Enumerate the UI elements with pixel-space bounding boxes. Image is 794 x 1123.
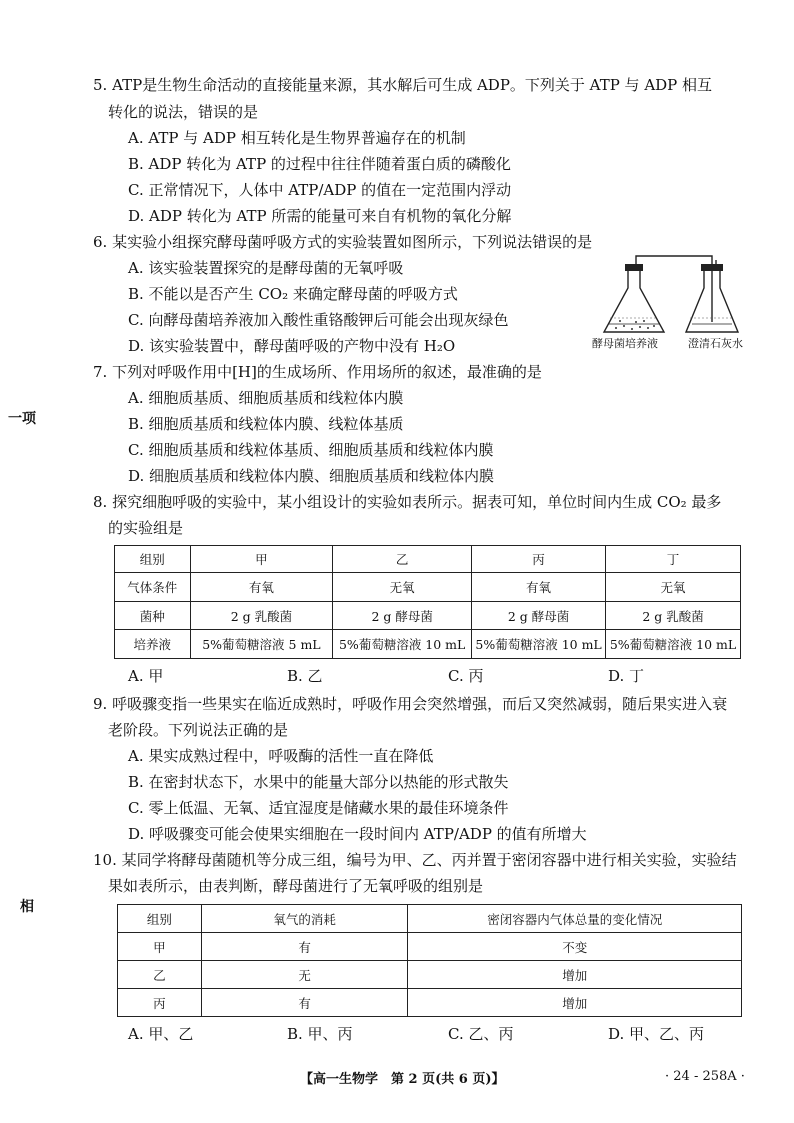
q6-option-d: D. 该实验装置中，酵母菌呼吸的产物中没有 H₂O bbox=[128, 337, 456, 355]
figure-label-limewater: 澄清石灰水 bbox=[688, 337, 743, 350]
q9-option-b: B. 在密封状态下，水果中的能量大部分以热能的形式散失 bbox=[128, 773, 509, 791]
table-cell: 无氧 bbox=[333, 573, 472, 602]
table-cell: 乙 bbox=[333, 546, 472, 573]
q7-option-d: D. 细胞质基质和线粒体内膜、细胞质基质和线粒体内膜 bbox=[128, 467, 495, 485]
q5-option-a: A. ATP 与 ADP 相互转化是生物界普遍存在的机制 bbox=[128, 129, 466, 147]
table-cell: 丙 bbox=[472, 546, 606, 573]
table-row bbox=[115, 546, 741, 573]
table-cell: 有氧 bbox=[190, 573, 333, 602]
table-cell: 密闭容器内气体总量的变化情况 bbox=[408, 905, 742, 933]
table-cell: 5%葡萄糖溶液 10 mL bbox=[606, 630, 741, 659]
table-cell: 5%葡萄糖溶液 10 mL bbox=[333, 630, 472, 659]
q10-stem-line1: 10. 某同学将酵母菌随机等分成三组，编号为甲、乙、丙并置于密闭容器中进行相关实验，实验结 bbox=[93, 851, 737, 869]
table-row bbox=[118, 905, 742, 933]
q10-option-d: D. 甲、乙、丙 bbox=[608, 1025, 705, 1043]
table-cell: 2 g 酵母菌 bbox=[333, 602, 472, 630]
q9-stem-line1: 9. 呼吸骤变指一些果实在临近成熟时，呼吸作用会突然增强，而后又突然减弱，随后果实进入衰 bbox=[93, 695, 728, 713]
q7-option-b: B. 细胞质基质和线粒体内膜、线粒体基质 bbox=[128, 415, 404, 433]
q5-option-b: B. ADP 转化为 ATP 的过程中往往伴随着蛋白质的磷酸化 bbox=[128, 155, 511, 173]
q8-table bbox=[114, 545, 741, 659]
q6-option-c: C. 向酵母菌培养液加入酸性重铬酸钾后可能会出现灰绿色 bbox=[128, 311, 509, 329]
q8-stem-line1: 8. 探究细胞呼吸的实验中，某小组设计的实验如表所示。据表可知，单位时间内生成 CO₂ 最多 bbox=[93, 493, 722, 511]
q6-stem: 6. 某实验小组探究酵母菌呼吸方式的实验装置如图所示，下列说法错误的是 bbox=[93, 233, 593, 251]
margin-note-1: 一项 bbox=[8, 411, 36, 427]
q10-table bbox=[117, 904, 742, 1017]
q7-stem: 7. 下列对呼吸作用中[H]的生成场所、作用场所的叙述，最准确的是 bbox=[93, 363, 542, 381]
table-cell: 丙 bbox=[118, 989, 202, 1017]
q9-option-a: A. 果实成熟过程中，呼吸酶的活性一直在降低 bbox=[128, 747, 434, 765]
table-row bbox=[115, 602, 741, 630]
q10-stem-line2: 果如表所示，由表判断，酵母菌进行了无氧呼吸的组别是 bbox=[108, 877, 484, 895]
table-cell: 组别 bbox=[115, 546, 191, 573]
q7-option-a: A. 细胞质基质、细胞质基质和线粒体内膜 bbox=[128, 389, 404, 407]
page-footer-code: · 24 - 258A · bbox=[665, 1069, 745, 1084]
table-cell: 无氧 bbox=[606, 573, 741, 602]
q8-option-a: A. 甲 bbox=[128, 667, 164, 685]
table-cell: 氧气的消耗 bbox=[201, 905, 408, 933]
table-cell: 2 g 酵母菌 bbox=[472, 602, 606, 630]
table-cell: 有氧 bbox=[472, 573, 606, 602]
q10-option-b: B. 甲、丙 bbox=[287, 1025, 353, 1043]
q9-stem-line2: 老阶段。下列说法正确的是 bbox=[108, 721, 289, 739]
q8-stem-line2: 的实验组是 bbox=[108, 519, 184, 537]
table-row bbox=[115, 573, 741, 602]
q6-option-b: B. 不能以是否产生 CO₂ 来确定酵母菌的呼吸方式 bbox=[128, 285, 458, 303]
table-cell: 不变 bbox=[408, 933, 742, 961]
figure-label-yeast-culture: 酵母菌培养液 bbox=[592, 337, 658, 350]
table-cell: 2 g 乳酸菌 bbox=[606, 602, 741, 630]
table-cell: 甲 bbox=[190, 546, 333, 573]
table-cell: 2 g 乳酸菌 bbox=[190, 602, 333, 630]
q9-option-d: D. 呼吸骤变可能会使果实细胞在一段时间内 ATP/ADP 的值有所增大 bbox=[128, 825, 587, 843]
q7-option-c: C. 细胞质基质和线粒体基质、细胞质基质和线粒体内膜 bbox=[128, 441, 494, 459]
q10-option-c: C. 乙、丙 bbox=[448, 1025, 514, 1043]
table-cell: 5%葡萄糖溶液 10 mL bbox=[472, 630, 606, 659]
q8-option-c: C. 丙 bbox=[448, 667, 484, 685]
q5-option-c: C. 正常情况下，人体中 ATP/ADP 的值在一定范围内浮动 bbox=[128, 181, 512, 199]
table-row bbox=[118, 933, 742, 961]
q6-option-a: A. 该实验装置探究的是酵母菌的无氧呼吸 bbox=[128, 259, 404, 277]
q8-option-d: D. 丁 bbox=[608, 667, 645, 685]
table-cell: 无 bbox=[201, 961, 408, 989]
table-row bbox=[118, 961, 742, 989]
q10-option-a: A. 甲、乙 bbox=[128, 1025, 194, 1043]
margin-note-2: 相 bbox=[20, 899, 34, 915]
table-cell: 有 bbox=[201, 933, 408, 961]
table-cell: 甲 bbox=[118, 933, 202, 961]
q5-option-d: D. ADP 转化为 ATP 所需的能量可来自有机物的氧化分解 bbox=[128, 207, 512, 225]
table-cell: 组别 bbox=[118, 905, 202, 933]
table-cell: 5%葡萄糖溶液 5 mL bbox=[190, 630, 333, 659]
q9-option-c: C. 零上低温、无氧、适宜湿度是储藏水果的最佳环境条件 bbox=[128, 799, 509, 817]
table-cell: 气体条件 bbox=[115, 573, 191, 602]
table-cell: 丁 bbox=[606, 546, 741, 573]
table-cell: 增加 bbox=[408, 989, 742, 1017]
q8-option-b: B. 乙 bbox=[287, 667, 323, 685]
table-cell: 增加 bbox=[408, 961, 742, 989]
table-row bbox=[115, 630, 741, 659]
yeast-apparatus-figure bbox=[592, 252, 762, 338]
page-footer-center: 【高一生物学 第 2 页(共 6 页)】 bbox=[300, 1072, 505, 1087]
table-cell: 菌种 bbox=[115, 602, 191, 630]
table-cell: 有 bbox=[201, 989, 408, 1017]
table-row bbox=[118, 989, 742, 1017]
table-cell: 培养液 bbox=[115, 630, 191, 659]
q5-stem-line2: 转化的说法，错误的是 bbox=[108, 103, 259, 121]
table-cell: 乙 bbox=[118, 961, 202, 989]
q5-stem-line1: 5. ATP是生物生命活动的直接能量来源，其水解后可生成 ADP。下列关于 ATP 与 ADP 相互 bbox=[93, 76, 713, 94]
